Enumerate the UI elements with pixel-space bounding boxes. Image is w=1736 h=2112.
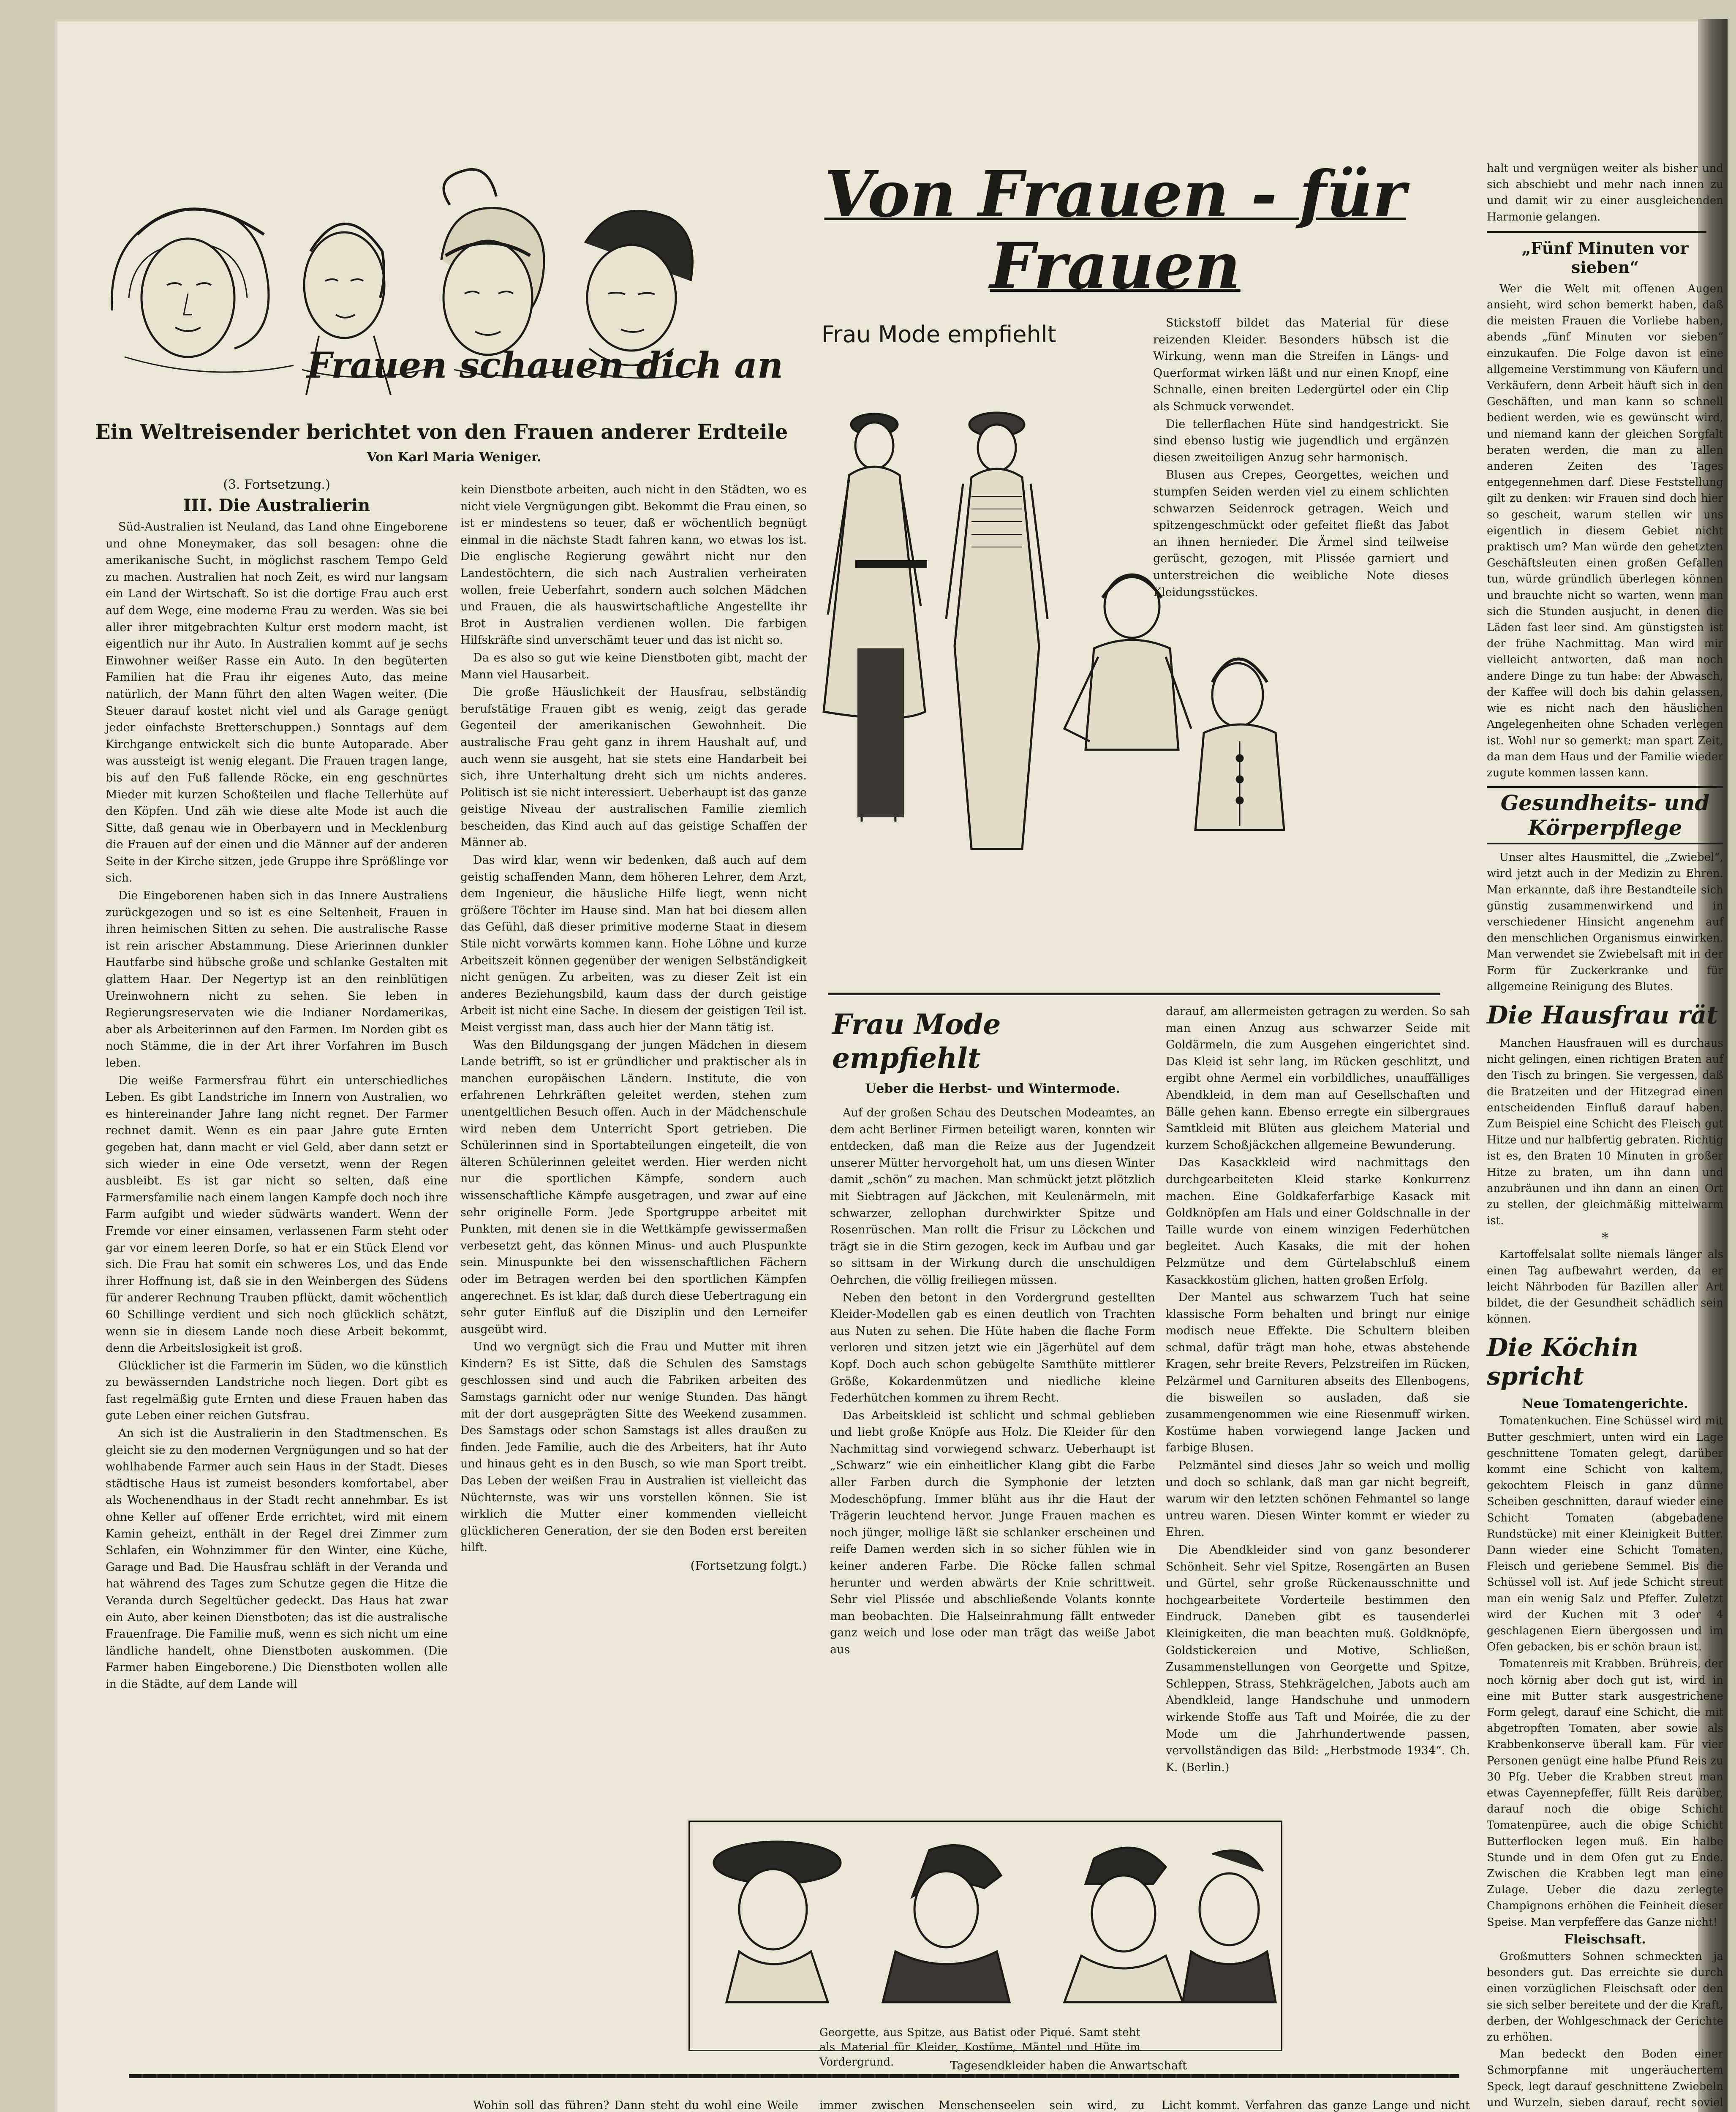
recipe: Man bedeckt den Boden einer Schmorpfanne mit ungeräuchertem Speck, legt darauf geschnittene Zwiebeln und Wurzeln, sieben darauf, recht soviel — [1487, 2048, 1723, 2109]
hausfrau-logo: Die Hausfrau rät — [1487, 1000, 1718, 1029]
paragraph: Das Arbeitskleid ist schlicht und schmal geblieben und liebt große Knöpfe aus Holz. Die Kleider für den Nachmittag sind vorwiegend schwarz. Ueberhaupt ist „Schwarz“ wie ein einheitlicher Klang gibt die Farbe aller Farben durch die Symphonie der letzten Modeschöpfung. Immer blüht aus ihr die Haut der Trägerin leuchtend hervor. Junge Frauen machen es noch jünger, mollige läßt sie schlanker erscheinen und reife Damen werden sich in so sicher fühlen wie in keiner anderen Farbe. Die Röcke fallen schmal herunter und werden abwärts der Knie schrittweit. Sehr viel Plissée und abschließende Volants konnte man beobachten. Die Halseinrahmung fällt entweder ganz weich und lose oder man trägt das weiße Jabot aus — [830, 1409, 1155, 1656]
recipe: Tomatenreis mit Krabben. Brühreis, der noch körnig aber doch gut ist, wird in eine mit Butter stark ausgestrichene Form gelegt, darauf eine Schicht, die mit abgetropften Tomaten, aber sowie als Krabbenkonserve überall kam. Für vier Personen genügt eine halbe Pfund Reis zu 30 Pfg. Ueber die Krabben streut man etwas Cayennepfeffer, füllt Reis darüber, darauf noch die obige Schicht Tomatenpüree, auch die obige Schicht Butterflocken legen muß. Ein halbe Stunde und in dem Ofen gut zu Ende. Zwischen die Krabben legt man eine Zulage. Ueber die dazu zerlegte Champignons erhöhen die Feinheit dieser Speise. Man verpfeffere das Ganze nicht! — [1487, 1657, 1723, 1929]
column-5 — [1487, 161, 1724, 2109]
illustration-title: Frauen schauen dich an — [306, 344, 784, 386]
newspaper-page — [55, 19, 1728, 2112]
installment-note: (3. Fortsetzung.) — [223, 477, 330, 492]
paragraph: Süd-Australien ist Neuland, das Land ohne Eingeborene und ohne Moneymaker, das soll besagen: ohne die amerikanische Sucht, in möglichst raschem Tempo Geld zu machen. Australien hat noch Zeit, es wird nur langsam ein Land der Wirtschaft. So ist die dortige Frau auch erst auf dem Wege, eine moderne Frau zu werden. Was sie bei aller ihrer mitgebrachten Kultur erst modern macht, ist eigentlich nur ihr Auto. In Australien kommt auf je sechs Einwohner weißer Rasse ein Auto. In den begüterten Familien hat die Frau ihr eigenes Auto, das meine natürlich, der Mann führt den alten Wagen weiter. (Die Steuer darauf kostet nicht viel und als Garage genügt jeder einfachste Bretterschuppen.) Sonntags auf dem Kirchgange entwickelt sich die bunte Autoparade. Aber was aussteigt ist wenig elegant. Die Frauen tragen lange, bis auf den Fuß fallende Röcke, ein eng geschnürtes Mieder mit kurzen Schoßteilen und flache Tellerhüte auf den Köpfen. Und zäh wie diese alte Mode ist auch die Sitte, daß genau wie in Oberbayern und in Mecklenburg die Frauen auf der einen und die Männer auf der anderen Seite in der Kirche sitzen, jede Gruppe ihre Sprößlinge vor sich. — [106, 520, 448, 885]
paragraph: Die weiße Farmersfrau führt ein unterschiedliches Leben. Es gibt Landstriche im Innern von Australien, wo es hintereinander Jahre lang nicht regnet. Der Farmer rechnet damit. Wenn es ein paar Jahre gute Ernten gegeben hat, dann macht er viel Geld, aber dann setzt er sich wieder in eine Ode versetzt, wenn der Regen ausbleibt. Es ist gar nicht so selten, daß eine Farmersfamilie nach einem langen Kampfe doch noch ihre Farm aufgibt und wieder südwärts wandert. Wenn der Fremde vor einer einsamen, verlassenen Farm steht oder gar vor einem leeren Dorfe, so hat er ein Stück Elend vor sich. Die Frau hat somit ein schweres Los, und das Ende ihrer Hoffnung ist, daß sie in den Weinbergen des Südens für anderer Rechnung Trauben pflückt, damit wöchentlich 60 Schillinge verdient und sich noch glücklich schätzt, wenn sie in diesem Lande noch diese Arbeit bekommt, denn die Arbeitslosigkeit ist groß. — [106, 1074, 448, 1355]
paragraph: Kartoffelsalat sollte niemals länger als einen Tag aufbewahrt werden, da er leicht Nährboden für Bazillen aller Art bildet, die der Gesundheit schädlich sein können. — [1487, 1248, 1723, 1326]
paragraph: darauf, am allermeisten getragen zu werden. So sah man einen Anzug aus schwarzer Seide mit Goldärmeln, die zum Ausgehen eingerichtet sind. Das Kleid ist sehr lang, im Rücken geschlitzt, und ergibt ohne Aermel ein vorbildliches, unauffälliges Abendkleid, in dem man auf Gesellschaften und Bälle gehen kann. Ebenso erregte ein silbergraues Samtkleid mit Blüten aus gleichem Material und kurzem Schoßjäckchen allgemeine Bewunderung. — [1166, 1005, 1470, 1152]
column-3-lower — [830, 1105, 1155, 1806]
paragraph: Wer die Welt mit offenen Augen ansieht, wird schon bemerkt haben, daß die meisten Frauen die Vorliebe haben, abends „fünf Minuten vor sieben“ einzukaufen. Die Folge davon ist eine allgemeine Verstimmung von Käufern und Verkäufern, denn Arbeit häuft sich in den Geschäften, und man kann so schnell bedient werden, wie es gewünscht wird, und niemand kann der gleichen Sorgfalt beraten werden, die man zu allen anderen Zeiten des Tages entgegennehmen darf. Diese Feststellung gilt zu denken: wir Frauen sind doch hier so gescheit, warum stellen wir uns eigentlich in diesem Gebiet nicht praktisch um? Man würde den gehetzten Geschäftsleuten einen großen Gefallen tun, würde gründlich überlegen können und brauchte nicht so warten, wenn man sich die Stunden ausjucht, in denen die Läden fast leer sind. Am günstigsten ist der frühe Nachmittag. Man wird mir vielleicht antworten, daß man noch andere Dinge zu tun habe: der Abwasch, der Kaffee will doch bis dahin gelassen, wie es nicht nach den häuslichen Angelegenheiten ohne Schaden verlegen ist. Wohl nur so gemerkt: man spart Zeit, da man dem Haus und der Familie wieder zugute kommen lassen kann. — [1487, 282, 1723, 779]
article-subtitle: Ein Weltreisender berichtet von den Frauen anderer Erdteile — [95, 420, 788, 444]
fashion-sub-logo: Frau Mode empfiehlt — [832, 1008, 1001, 1075]
box-tail: Tagesendkleider haben die Anwartschaft — [950, 2059, 1187, 2072]
paragraph: Das wird klar, wenn wir bedenken, daß auch auf dem geistig schaffenden Mann, dem höheren Lehrer, dem Arzt, dem Ingenieur, die häusliche Hilfe liegt, wenn nicht größere Töchter im Hause sind. Man hat bei diesem allen das Gefühl, daß dieser primitive moderne Staat in diesem Stile nicht vorwärts kommen kann. Hohe Löhne und kurze Arbeitszeit können gegenüber der wenigen Selbständigkeit nicht genügen. Zu arbeiten, was zu dieser Zeit ist ein anderes Beziehungsbild, kaum dass der durch geistige Arbeit ist nicht eine Sache. In diesem der geistigen Teil ist. Meist vergisst man, dass auch hier der Mann tätig ist. — [460, 854, 807, 1034]
divider — [1487, 231, 1706, 233]
byline: Von Karl Maria Weniger. — [367, 450, 541, 465]
recipe-section-title: Neue Tomatengerichte. — [1522, 1396, 1688, 1412]
continued-note: (Fortsetzung folgt.) — [690, 1559, 807, 1573]
paragraph: Auf der großen Schau des Deutschen Modeamtes, an dem acht Berliner Firmen beteiligt waren, konnten wir entdecken, daß man die Reize aus der Jugendzeit unserer Mütter hervorgeholt hat, um uns diesen Winter damit „schön“ zu machen. Man schmückt jetzt plötzlich mit Siebtragen auf Jäckchen, mit Keulenärmeln, mit schwarzer, zellophan durchwirkter Spitze und Rosenrüschen. Man rollt die Frisur zu Löckchen und trägt sie in die Stirn gezogen, keck im Aufbau und gar so sittsam in der Wirkung durch die unschuldigen Oehrchen, die völlig freiliegen müssen. — [830, 1106, 1155, 1287]
paragraph: Unser altes Hausmittel, die „Zwiebel“, wird jetzt auch in der Medizin zu Ehren. Man erkannte, daß ihre Bestandteile sich günstig zusammenwirkend und in verschiedener Hinsicht angenehm auf den menschlichen Organismus einwirken. Man verwendet sie Zwiebelsaft mit in der Form für Zuckerkranke und für allgemeine Reinigung des Blutes. — [1487, 851, 1723, 993]
paragraph: Wohin soll das führen? Dann steht du wohl eine Weile — [473, 2099, 798, 2112]
paragraph: Glücklicher ist die Farmerin im Süden, wo die künstlich zu bewässernden Landstriche noch liegen. Dort gibt es fast regelmäßig gute Ernten und diese Frauen haben das gute Leben einer reichen Gutsfrau. — [106, 1359, 448, 1423]
paragraph: Licht kommt. Verfahren das ganze Lange und nicht — [1162, 2099, 1470, 2112]
column-3-upper — [1153, 315, 1449, 982]
paragraph: Die tellerflachen Hüte sind handgestrickt. Sie sind ebenso lustig wie jugendlich und ergänzen diesen zweiteiligen Anzug sehr harmonisch. — [1153, 417, 1449, 464]
recipe: Großmutters Sohnen schmeckten ja besonders gut. Das erreichte sie durch einen vorzüglichen Fleischsaft oder den sie sich selber bereitete und der die Kraft, derben, der Wohlgeschmack der Gerichte zu erhöhen. — [1487, 1950, 1723, 2044]
bottom-divider — [129, 2074, 1459, 2078]
paragraph: Neben den betont in den Vordergrund gestellten Kleider-Modellen gab es einen deutlich von Trachten aus Nuten zu sehen. Die Hüte haben die flache Form verloren und sitzen jetzt wie ein Jägerhütel auf dem Kopf. Doch auch schon gebügelte Samthüte mittlerer Größe, Kokardenmützen und niedliche kleine Federhütchen kommen zu ihrem Recht. — [830, 1291, 1155, 1405]
paragraph: Manchen Hausfrauen will es durchaus nicht gelingen, einen richtigen Braten auf den Tisch zu bringen. Sie vergessen, daß die Bratzeiten und der Hitzegrad einen entscheidenden Einfluß darauf haben. Zum Beispiel eine Schicht des Fleisch gut Hitze und nur halbfertig gebraten. Richtig ist es, den Braten 10 Minuten in großer Hitze zu braten, um ihn dann und anzubräunen und ihn dann an einen Ort zu stellen, der gleichmäßig mittelwarm ist. — [1487, 1037, 1724, 1227]
paragraph: Und wo vergnügt sich die Frau und Mutter mit ihren Kindern? Es ist Sitte, daß die Schulen des Samstags geschlossen sind und auch die Fabriken arbeiten des Samstags garnicht oder nur wenige Stunden. Das hängt mit der dort ausgeprägten Sitte des Weekend zusammen. Des Samstags oder schon Samstags ist alles draußen zu finden. Jede Familie, auch die des Arbeiters, hat ihr Auto und hinaus geht es in den Busch, so wie man Sport treibt. Das Leben der weißen Frau in Australien ist vielleicht das Nüchternste, was wir uns vorstellen können. Sie ist wirklich die Mutter einer kommenden vielleicht glücklicheren Generation, der sie den Boden erst bereiten hilft. — [460, 1340, 807, 1554]
paragraph: immer zwischen Menschenseelen sein wird, zu — [819, 2099, 1145, 2112]
column-4 — [1166, 1003, 1470, 1840]
harmony-col-2 — [473, 2097, 798, 2112]
divider — [828, 993, 1440, 995]
fashion-sub-heading: Ueber die Herbst- und Wintermode. — [865, 1081, 1120, 1096]
paragraph: kein Dienstbote arbeiten, auch nicht in den Städten, wo es nicht viele Vergnügungen gibt. Bekommt die Frau einen, so ist er mindestens so teuer, daß er wöchentlich begnügt einmal in die nächste Stadt fahren kann, wo etwas los ist. Die englische Regierung gewährt nicht nur den Landestöchtern, die sich nach Australien verheiraten wollen, freie Ueberfahrt, sondern auch solchen Mädchen und Frauen, die als hauswirtschaftliche Angestellte ihr Brot in Australien verdienen wollen. Die farbigen Hilfskräfte sind unverschämt teuer und das ist nicht so. — [460, 483, 807, 647]
minutes-heading: „Fünf Minuten vor sieben“ — [1521, 238, 1689, 277]
paragraph: Die Eingeborenen haben sich in das Innere Australiens zurückgezogen und so ist es eine Seltenheit, Frauen in ihren heimischen Sitten zu sehen. Die australische Rasse ist rein arischer Abstammung. Diese Arierinnen dunkler Hautfarbe sind hübsche große und schlanke Gestalten mit glattem Haar. Der Negertyp ist an den reinblütigen Ureinwohnern nicht zu sehen. Sie leben in Regierungsreservaten wie die Indianer Nordamerikas, aber als Arbeiterinnen auf den Farmen. Im Norden gibt es noch Stämme, die in der Art ihrer Vorfahren im Busch leben. — [106, 889, 448, 1070]
fashion-heading: Frau Mode empfiehlt — [822, 321, 1056, 348]
harmony-col-4 — [1162, 2097, 1470, 2112]
paragraph: Da es also so gut wie keine Dienstboten gibt, macht der Mann viel Hausarbeit. — [460, 651, 807, 681]
section-title: Von Frauen - für Frauen — [824, 157, 1406, 303]
paragraph: Pelzmäntel sind dieses Jahr so weich und mollig und doch so schlank, daß man gar nicht begreift, warum wir den letzten schönen Fehmantel so lange untreu waren. Diesen Winter kommt er wieder zu Ehren. — [1166, 1459, 1470, 1539]
paragraph: Blusen aus Crepes, Georgettes, weichen und stumpfen Seiden werden viel zu einem schlichten schwarzen Seidenrock getragen. Weich und spitzengeschmückt oder gefeitet fließt das Jabot an ihnen hernieder. Die Ärmel sind teilweise gerüscht, gezogen, mit Plissée garniert und unterstreichen die weibliche Note dieses Kleidungsstückes. — [1153, 468, 1449, 599]
separator-star: * — [1601, 1230, 1609, 1247]
paragraph: Was den Bildungsgang der jungen Mädchen in diesem Lande betrifft, so ist er gründlicher und praktischer als in manchen europäischen Ländern. Institute, die von erfahrenen Lehrkräften geleitet werden, stehen zum unentgeltlichen Besuch offen. Auch in der Mädchenschule wird neben dem Unterricht Sport getrieben. Die Schülerinnen sind in Sportabteilungen eingeteilt, die von älteren Schülerinnen geleitet werden. Hier werden nicht nur die sportlichen Kämpfe, sondern auch wissenschaftliche Kämpfe ausgetragen, und zwar auf eine sehr originelle Form. Jede Sportgruppe arbeitet mit Punkten, mit denen sie in die Wettkämpfe gewissermaßen verbesetzt geht, das können Minus- und auch Pluspunkte sein. Minuspunkte bei den wissenschaftlichen Fächern oder im Betragen werden bei den sportlichen Kämpfen angerechnet. Es ist klar, daß durch diese Uebertragung ein sehr guter Einfluß auf die Disziplin und den Lerneifer ausgeübt wird. — [460, 1038, 807, 1336]
paragraph: Das Kasackkleid wird nachmittags den durchgearbeiteten Kleid starke Konkurrenz machen. Eine Goldkaferfarbige Kasack mit Goldknöpfen am Hals und einer Goldschnalle in der Taille wurde von einem winzigen Federhütchen begleitet. Auch Kasaks, die mit der hohen Pelzmütze und dem Gürtelabschluß einem Kasackkostüm glichen, hatten großen Erfolg. — [1166, 1156, 1470, 1287]
harmony-col-3 — [819, 2097, 1145, 2112]
hats-illustration — [693, 1825, 1276, 2011]
box-caption: Georgette, aus Spitze, aus Batist oder Piqué. Samt steht als Material für Kleider, Kostüme, Mäntel und Hüte im Vordergrund. — [819, 2026, 1140, 2068]
recipe: Tomatenkuchen. Eine Schüssel wird mit Butter geschmiert, unten wird ein Lage geschnittene Tomaten gelegt, darüber kommt eine Schicht von kaltem, gekochtem Fleisch in ganz dünne Scheiben geschnitten, darauf wieder eine Schicht Tomaten (abgebadene Rundstücke) mit einer Kleinigkeit Butter. Dann wieder eine Schicht Tomaten, Fleisch und geriebene Semmel. Bis die Schüssel voll ist. Auf jede Schicht streut man ein wenig Salz und Pfeffer. Zuletzt wird der Kuchen mit 3 oder 4 geschlagenen Eiern übergossen und im Ofen gebacken, bis er schön braun ist. — [1487, 1415, 1723, 1654]
paragraph: Die Abendkleider sind von ganz besonderer Schönheit. Sehr viel Spitze, Rosengärten an Busen und Gürtel, sehr große Rückenausschnitte und hochgearbeitete Vorderteile bestimmen den Eindruck. Daneben gibt es tausenderlei Kleinigkeiten, die man beachten muß. Goldknöpfe, Goldstickereien und Motive, Schließen, Zusammenstellungen von Georgette und Spitze, Schleppen, Strass, Stehkrägelchen, Jabots auch am Abendkleid, lange Handschuhe und unmodern wirkende Stoffe aus Taft und Moirée, die zu der Mode um die Jahrhundertwende passen, vervollständigen das Bild: „Herbstmode 1934“. Ch. K. (Berlin.) — [1166, 1543, 1470, 1774]
paragraph: Der Mantel aus schwarzem Tuch hat seine klassische Form behalten und bringt nur einige modisch neue Effekte. Die Schultern bleiben schmal, dafür trägt man hohe, etwas abstehende Kragen, sehr breite Revers, Pelzstreifen im Rücken, Pelzärmel und Garnituren abseits des Ellenbogens, die bisweilen so ausladen, daß sie zusammengenommen wie eine Riesenmuff wirken. Kostüme haben vorwiegend lange Jacken und farbige Blusen. — [1166, 1291, 1470, 1455]
column-1 — [106, 477, 448, 2057]
health-logo: Gesundheits- und Körperpflege — [1487, 786, 1723, 844]
paragraph: An sich ist die Australierin in den Stadtmenschen. Es gleicht sie zu den modernen Vergnügungen und so hat der wohlhabende Farmer auch sein Haus in der Stadt. Dieses städtische Haus ist zumeist besonders komfortabel, aber als Wochenendhaus in der Stadt recht annehmbar. Es ist ohne Keller auf offener Erde errichtet, wird mit einem Kamin geheizt, enthält in der Regel drei Zimmer zum Schlafen, ein Wohnzimmer für den Winter, eine Küche, Garage und Bad. Die Hausfrau schläft in der Veranda und hat während des Tages zum Schutze gegen die Hitze die Veranda durch Segeltücher gedeckt. Das Haus hat zwar ein Auto, aber keinen Dienstboten; das ist die australische Frauenfrage. Die Familie muß, wenn es sich nicht um eine ländliche handelt, ohne Dienstboten auskommen. (Die Farmer haben Eingeborene.) Die Dienstboten wollen alle in die Städte, auf dem Lande will — [106, 1427, 448, 1691]
section-heading: III. Die Australierin — [183, 495, 370, 515]
koechin-logo: Die Köchin spricht — [1487, 1333, 1638, 1391]
paragraph: Stickstoff bildet das Material für diese reizenden Kleider. Besonders hübsch ist die Wirkung, wenn man die Streifen in Längs- und Querformat wirken läßt und nur einen Knopf, eine Schnalle, einen breiten Ledergürtel oder ein Clip als Schmuck verwendet. — [1153, 316, 1449, 413]
paragraph: halt und vergnügen weiter als bisher und sich abschiebt und mehr nach innen zu und damit wir zu einer ausgleichenden Harmonie gelangen. — [1487, 162, 1723, 223]
recipe-title: Fleischsaft. — [1564, 1932, 1646, 1947]
paragraph: Die große Häuslichkeit der Hausfrau, selbständig berufstätige Frauen gibt es wenig, zeigt das gerade Gegenteil der amerikanischen Gewohnheit. Die australische Frau geht ganz in ihrem Haushalt auf, und auch wenn sie ausgeht, hat sie stets eine Handarbeit bei sich, ihre Unterhaltung dreht sich um nichts anderes. Politisch ist sie nicht interessiert. Ueberhaupt ist das ganze geistige Niveau der australischen Familie ziemlich bescheiden, das Kind auch auf das geistige Schaffen der Männer ab. — [460, 686, 807, 849]
